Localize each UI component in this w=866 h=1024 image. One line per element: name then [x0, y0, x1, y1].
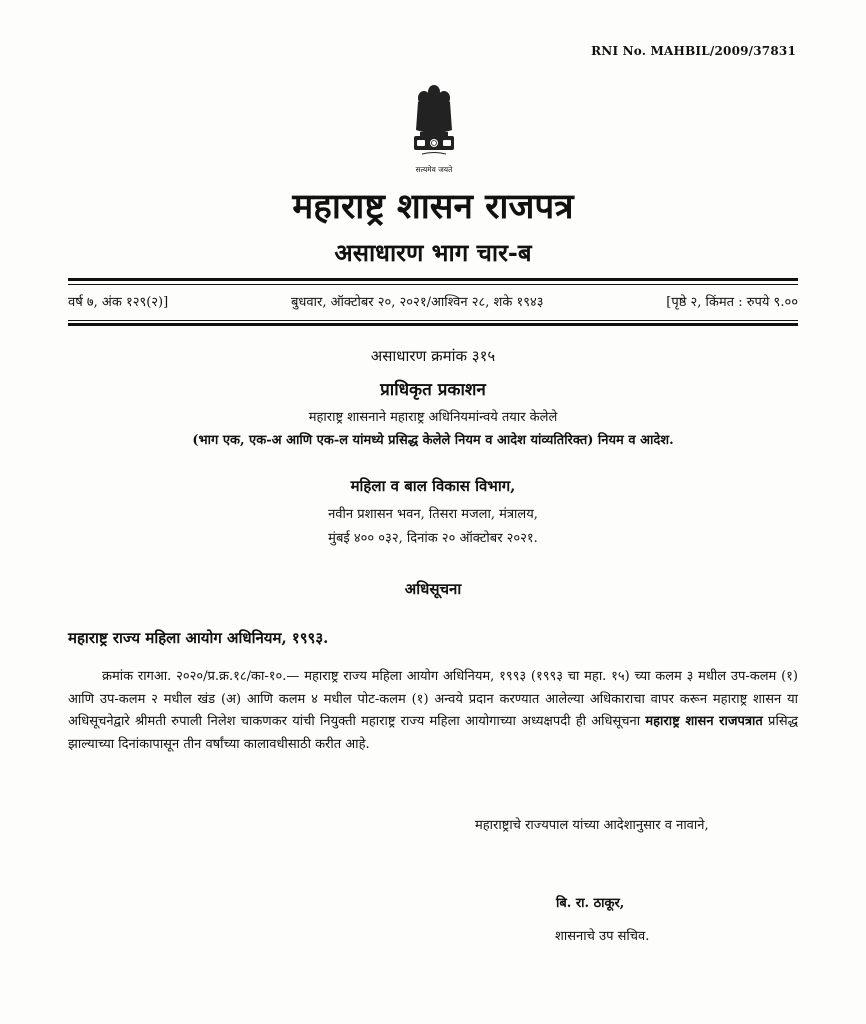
- gazette-subtitle: असाधारण भाग चार-ब: [334, 238, 532, 267]
- top-rule-thin: [68, 284, 798, 285]
- notification-body: [68, 666, 798, 756]
- department-address-line1: नवीन प्रशासन भवन, तिसरा मजला, मंत्रालय,: [328, 507, 538, 522]
- emblem-motto: सत्यमेव जयते: [415, 165, 453, 174]
- department-address-line2: मुंबई ४०० ०३२, दिनांक २० ऑक्टोबर २०२१.: [328, 531, 538, 546]
- rni-number: RNI No. MAHBIL/2009/37831: [591, 44, 796, 58]
- top-rule-thick: [68, 278, 798, 281]
- act-name: महाराष्ट्र राज्य महिला आयोग अधिनियम, १९९३.: [68, 629, 329, 647]
- body-text-part2: प्रसिद्ध झाल्याच्या दिनांकापासून तीन वर्षांच्या कालावधीसाठी करीत आहे.: [68, 714, 798, 752]
- issue-line: [68, 292, 798, 310]
- authorized-publication: प्राधिकृत प्रकाशन: [380, 380, 486, 400]
- bottom-rule-thick: [68, 323, 798, 326]
- gazette-title: महाराष्ट्र शासन राजपत्र: [292, 186, 574, 227]
- signatory-designation: शासनाचे उप सचिव.: [555, 929, 650, 944]
- notification-heading: अधिसूचना: [404, 580, 462, 598]
- volume-issue: वर्ष ७, अंक १२९(२)]: [68, 295, 169, 310]
- signatory-name: बि. रा. ठाकूर,: [556, 896, 625, 911]
- page-price: [पृष्ठे २, किंमत : रुपये ९.००: [666, 295, 798, 310]
- issue-date: बुधवार, ऑक्टोबर २०, २०२१/आश्विन २८, शके १९४३: [290, 295, 544, 310]
- body-text-bold: महाराष्ट्र शासन राजपत्रात: [645, 714, 763, 729]
- scope-line: (भाग एक, एक-अ आणि एक-ल यांमध्ये प्रसिद्ध केलेले नियम व आदेश यांव्यतिरिक्त) नियम व आदेश.: [192, 433, 674, 448]
- prepared-under-line: महाराष्ट्र शासनाने महाराष्ट्र अधिनियमांन्वये तयार केलेले: [308, 410, 558, 425]
- state-emblem-icon: [404, 78, 464, 178]
- extraordinary-number: असाधारण क्रमांक ३१५: [370, 347, 496, 365]
- authority-line: महाराष्ट्राचे राज्यपाल यांच्या आदेशानुसार व नावाने,: [475, 818, 709, 833]
- department-name: महिला व बाल विकास विभाग,: [350, 477, 516, 495]
- body-text-part1: क्रमांक रागआ. २०२०/प्र.क्र.१८/का-१०.— महाराष्ट्र राज्य महिला आयोग अधिनियम, १९९३ (१९९३ चा महा. १५) च्या कलम ३ मधील उप-कलम (१) आणि उप-कलम २ मधील खंड (अ) आणि कलम ४ मधील पोट-कलम (१) अन्वये प्रदान करण्यात आलेल्या अधिकाराचा वापर करून महाराष्ट्र शासन या अधिसूचनेद्वारे श्रीमती रुपाली निलेश चाकणकर यांची नियुक्ती महाराष्ट्र राज्य महिला आयोगाच्या अध्यक्षपदी ही अधिसूचना: [68, 669, 798, 729]
- bottom-rule-thin: [68, 320, 798, 321]
